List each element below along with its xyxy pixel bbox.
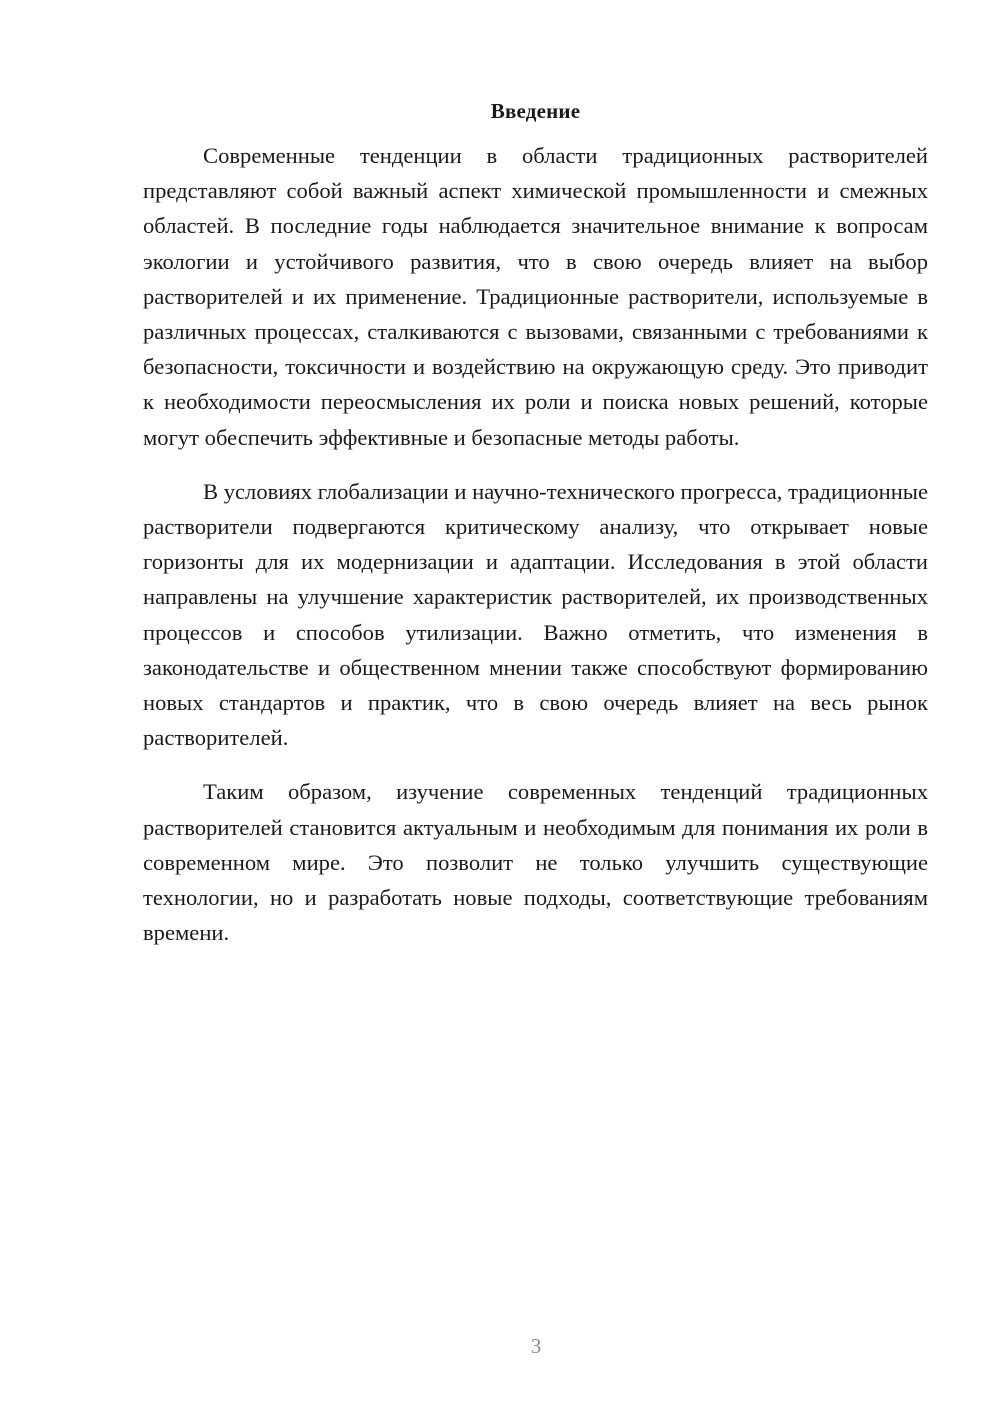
paragraph-1: Современные тенденции в области традиционных растворителей представляют собой важный аспект химической промышленности и смежных областей. В последние годы наблюдается значительное внимание к вопросам экологии и устойчивого развития, что в свою очередь влияет на выбор растворителей и их применение. Традиционные растворители, используемые в различных процессах, сталкиваются с вызовами, связанными с требованиями к безопасности, токсичности и воздействию на окружающую среду. Это приводит к необходимости переосмысления их роли и поиска новых решений, которые могут обеспечить эффективные и безопасные методы работы. <box>143 143 928 450</box>
section-title: Введение <box>490 99 581 123</box>
document-page <box>143 96 928 950</box>
paragraph-2: В условиях глобализации и научно-технического прогресса, традиционные растворители подвергаются критическому анализу, что открывает новые горизонты для их модернизации и адаптации. Исследования в этой области направлены на улучшение характеристик растворителей, их производственных процессов и способов утилизации. Важно отметить, что изменения в законодательстве и общественном мнении также способствуют формированию новых стандартов и практик, что в свою очередь влияет на весь рынок растворителей. <box>143 478 928 751</box>
page-number: 3 <box>530 1334 542 1358</box>
paragraph-3: Таким образом, изучение современных тенденций традиционных растворителей становится актуальным и необходимым для понимания их роли в современном мире. Это позволит не только улучшить существующие технологии, но и разработать новые подходы, соответствующие требованиям времени. <box>143 779 928 946</box>
